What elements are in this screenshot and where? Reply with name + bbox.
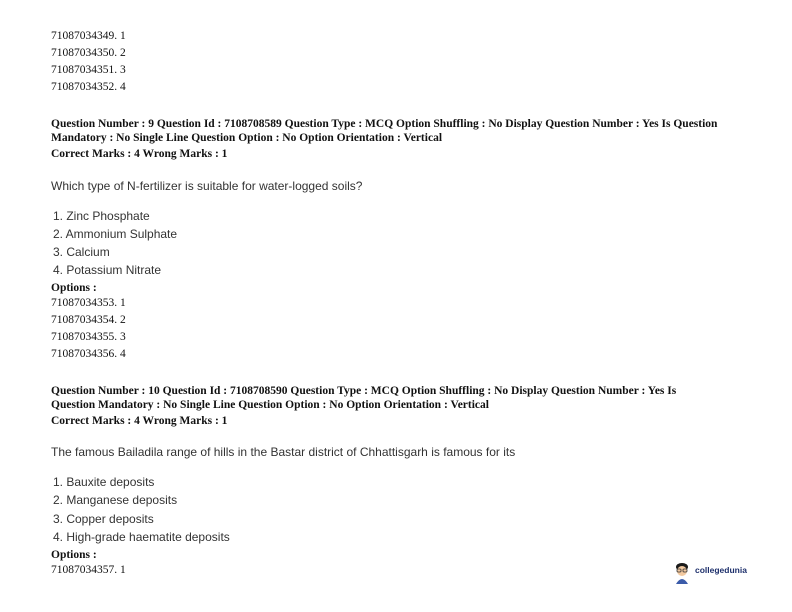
collegedunia-logo [672, 559, 756, 585]
option-id: 71087034356. 4 [51, 348, 126, 360]
answer-choice: 4. Potassium Nitrate [53, 263, 162, 277]
question-text: Which type of N-fertilizer is suitable for water-logged soils? [51, 179, 363, 193]
question-header: Mandatory : No Single Line Question Option : No Option Orientation : Vertical [51, 132, 443, 144]
answer-choice: 2. Ammonium Sulphate [53, 227, 178, 241]
question-header: Question Number : 9 Question Id : 7108708589 Question Type : MCQ Option Shuffling : No Display Question Number : Yes Is Question [51, 118, 718, 130]
question-header: Question Mandatory : No Single Line Question Option : No Option Orientation : Vertical [51, 399, 489, 411]
option-id: 71087034354. 2 [51, 314, 126, 326]
option-id: 71087034357. 1 [51, 564, 126, 576]
option-id: 71087034351. 3 [51, 64, 126, 76]
option-id: 71087034352. 4 [51, 81, 126, 93]
option-id: 71087034353. 1 [51, 297, 126, 309]
logo-tagline [695, 575, 747, 579]
answer-choice: 3. Calcium [53, 245, 110, 259]
options-label: Options : [51, 549, 97, 561]
option-id: 71087034350. 2 [51, 47, 126, 59]
answer-choice: 2. Manganese deposits [53, 493, 178, 507]
answer-choice: 4. High-grade haematite deposits [53, 530, 230, 544]
answer-choice: 3. Copper deposits [53, 512, 154, 526]
logo-wordmark: collegedunia [695, 564, 747, 575]
mascot-icon [672, 560, 692, 584]
question-marks: Correct Marks : 4 Wrong Marks : 1 [51, 148, 228, 160]
answer-choice: 1. Bauxite deposits [53, 475, 155, 489]
answer-choice: 1. Zinc Phosphate [53, 209, 150, 223]
options-label: Options : [51, 282, 97, 294]
question-text: The famous Bailadila range of hills in the Bastar district of Chhattisgarh is famous for its [51, 445, 516, 459]
option-id: 71087034349. 1 [51, 30, 126, 42]
question-header: Question Number : 10 Question Id : 7108708590 Question Type : MCQ Option Shuffling : No Display Question Number : Yes Is [51, 385, 677, 397]
option-id: 71087034355. 3 [51, 331, 126, 343]
question-marks: Correct Marks : 4 Wrong Marks : 1 [51, 415, 228, 427]
